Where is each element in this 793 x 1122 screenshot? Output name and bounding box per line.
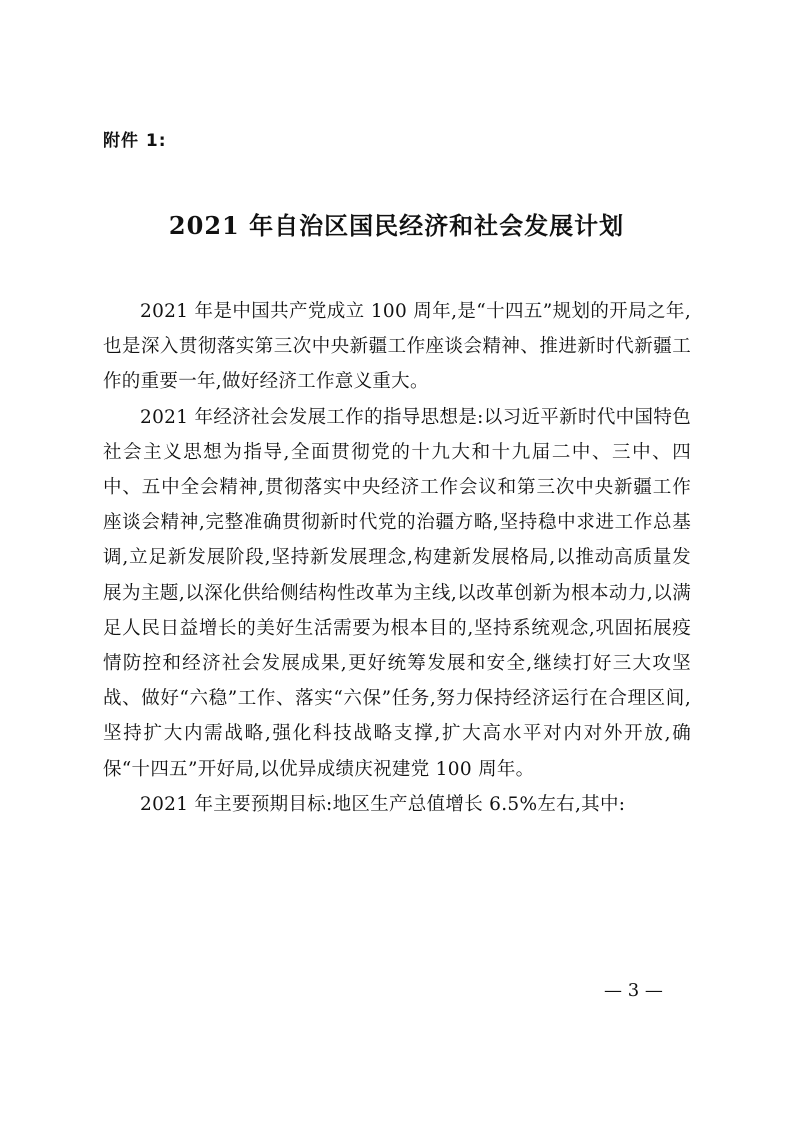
document-body [103,294,691,822]
attachment-label: 附件 1: [103,131,167,151]
document-title: 2021 年自治区国民经济和社会发展计划 [168,211,625,240]
paragraph-guiding-thought: 2021 年经济社会发展工作的指导思想是:以习近平新时代中国特色社会主义思想为指导,全面贯彻党的十九大和十九届二中、三中、四中、五中全会精神,贯彻落实中央经济工作会议和第三次中央新疆工作座谈会精神,完整准确贯彻新时代党的治疆方略,坚持稳中求进工作总基调,立足新发展阶段,坚持新发展理念,构建新发展格局,以推动高质量发展为主题,以深化供给侧结构性改革为主线,以改革创新为根本动力,以满足人民日益增长的美好生活需要为根本目的,坚持系统观念,巩固拓展疫情防控和经济社会发展成果,更好统筹发展和安全,继续打好三大攻坚战、做好“六稳”工作、落实“六保”任务,努力保持经济运行在合理区间,坚持扩大内需战略,强化科技战略支撑,扩大高水平对内对外开放,确保“十四五”开好局,以优异成绩庆祝建党 100 周年。 [103,406,691,780]
paragraph-main-targets: 2021 年主要预期目标:地区生产总值增长 6.5%左右,其中: [140,793,626,815]
page-number: — 3 — [604,980,663,1001]
paragraph-intro: 2021 年是中国共产党成立 100 周年,是“十四五”规划的开局之年,也是深入贯彻落实第三次中央新疆工作座谈会精神、推进新时代新疆工作的重要一年,做好经济工作意义重大。 [103,301,691,393]
